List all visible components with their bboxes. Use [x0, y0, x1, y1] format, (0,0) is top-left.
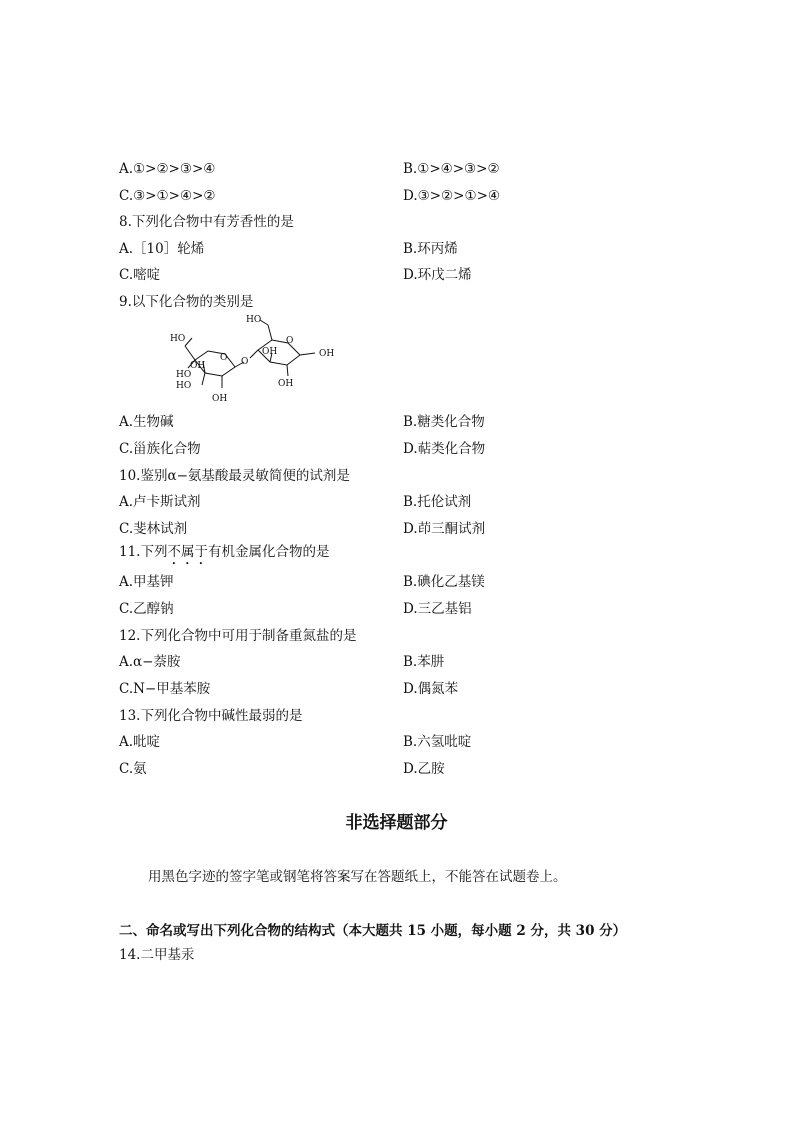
q9-stem: 9.以下化合物的类别是 — [119, 294, 254, 310]
q8-stem: 8.下列化合物中有芳香性的是 — [119, 214, 294, 230]
q11-option-b: B.碘化乙基镁 — [403, 574, 485, 590]
q13-stem: 13.下列化合物中碱性最弱的是 — [119, 708, 303, 724]
q11-stem — [119, 543, 329, 568]
structure-label-ho-3: HO — [176, 381, 192, 391]
q8-option-a: A.［10］轮烯 — [119, 241, 205, 257]
q13-option-a: A.吡啶 — [119, 734, 161, 750]
q9-option-c: C.甾族化合物 — [119, 441, 201, 457]
q11-stem-suffix: 有机金属化合物的是 — [207, 544, 330, 560]
structure-label-oh-1: OH — [190, 361, 206, 371]
q11-option-d: D.三乙基铝 — [403, 601, 472, 617]
q13-option-c: C.氨 — [119, 761, 147, 777]
q12-option-b: B.苯肼 — [403, 654, 445, 670]
q8-option-d: D.环戊二烯 — [403, 267, 472, 283]
structure-label-oh-3: OH — [262, 347, 278, 357]
section-instruction: 用黑色字迹的签字笔或钢笔将答案写在答题纸上，不能答在试题卷上。 — [148, 869, 567, 885]
q13-option-b: B.六氢吡啶 — [403, 734, 472, 750]
q11-option-c: C.乙醇钠 — [119, 601, 174, 617]
structure-label-oh-5: OH — [278, 379, 294, 389]
q12-option-d: D.偶氮苯 — [403, 681, 459, 697]
q11-stem-prefix: 11.下列 — [119, 544, 168, 560]
q7-option-c: C.③>①>④>② — [119, 188, 216, 204]
q7-option-b: B.①>④>③>② — [403, 161, 500, 177]
structure-label-o-link: O — [241, 357, 249, 367]
structure-label-o-ring-left: O — [220, 353, 228, 363]
q8-option-c: C.嘧啶 — [119, 267, 161, 283]
section-title: 非选择题部分 — [345, 813, 448, 833]
q9-option-b: B.糖类化合物 — [403, 414, 485, 430]
q8-option-b: B.环丙烯 — [403, 241, 458, 257]
structure-label-ho-4: HO — [246, 315, 262, 325]
q10-option-a: A.卢卡斯试剂 — [119, 494, 201, 510]
structure-label-ho-2: HO — [176, 370, 192, 380]
structure-label-oh-2: OH — [212, 394, 228, 404]
q10-option-d: D.茚三酮试剂 — [403, 521, 486, 537]
q9-option-d: D.萜类化合物 — [403, 441, 486, 457]
q14-stem: 14.二甲基汞 — [119, 947, 195, 963]
q10-option-c: C.斐林试剂 — [119, 521, 188, 537]
q7-option-a: A.①>②>③>④ — [119, 161, 216, 177]
q9-option-a: A.生物碱 — [119, 414, 174, 430]
structure-label-ho-1: HO — [170, 334, 186, 344]
disaccharide-structure — [160, 310, 340, 405]
q12-stem: 12.下列化合物中可用于制备重氮盐的是 — [119, 628, 357, 644]
part2-heading: 二、命名或写出下列化合物的结构式（本大题共 15 小题，每小题 2 分，共 30 分） — [119, 923, 627, 939]
structure-label-oh-4: OH — [319, 349, 335, 359]
q10-option-b: B.托伦试剂 — [403, 494, 472, 510]
structure-label-o-ring-right: O — [286, 336, 294, 346]
q13-option-d: D.乙胺 — [403, 761, 445, 777]
q11-option-a: A.甲基钾 — [119, 574, 174, 590]
q11-stem-emphasis: 不属于 — [167, 544, 208, 560]
q12-option-a: A.α−萘胺 — [119, 654, 181, 670]
q10-stem: 10.鉴别α−氨基酸最灵敏简便的试剂是 — [119, 468, 350, 484]
q7-option-d: D.③>②>①>④ — [403, 188, 500, 204]
q12-option-c: C.N−甲基苯胺 — [119, 681, 211, 697]
